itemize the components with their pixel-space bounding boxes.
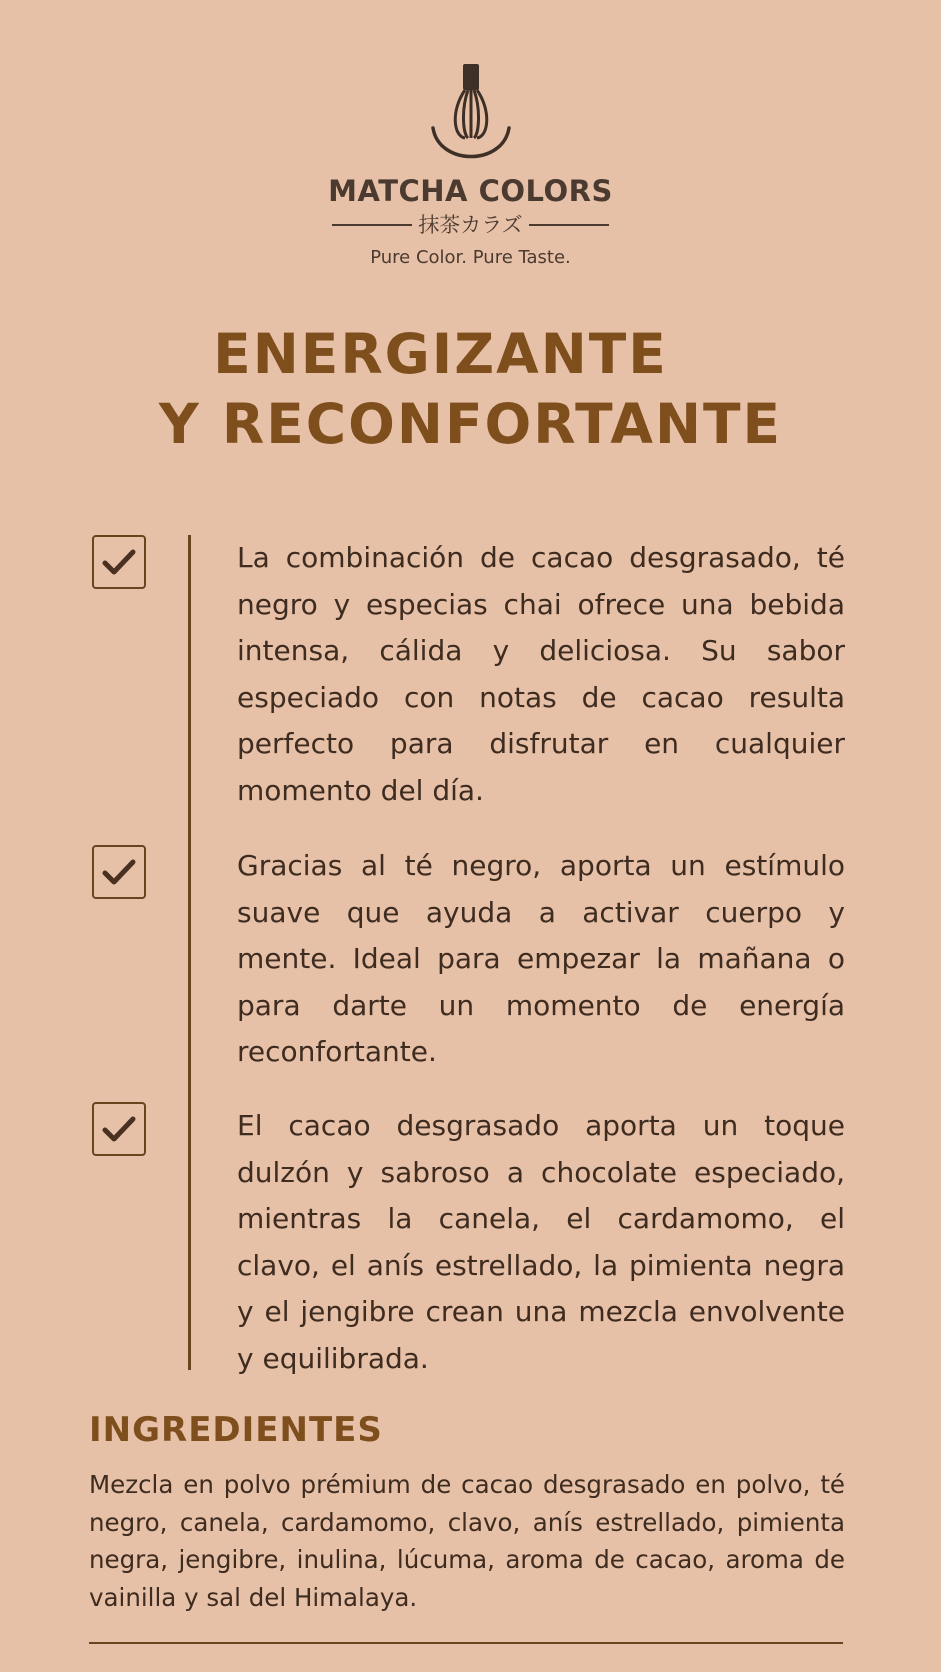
brand-name: MATCHA COLORS: [328, 174, 613, 208]
checkbox-checked-icon: [92, 1102, 146, 1156]
feature-text-2: Gracias al té negro, aporta un estímulo suave que ayuda a activar cuerpo y mente. Ideal para empezar la mañana o para darte un momento de energía reconfortante.: [237, 849, 845, 1068]
page-title-line-2: Y RECONFORTANTE: [158, 392, 783, 456]
checkbox-checked-icon: [92, 535, 146, 589]
checkbox-checked-icon: [92, 845, 146, 899]
ingredients-text: Mezcla en polvo prémium de cacao desgrasado en polvo, té negro, canela, cardamomo, clavo, anís estrellado, pimienta negra, jengibre, inulina, lúcuma, aroma de cacao, aroma de vainilla y sal del Himalaya.: [89, 1470, 845, 1612]
checkmark-icon: [102, 1115, 136, 1143]
brand-japanese-row: [0, 210, 941, 240]
vertical-divider: [188, 535, 191, 1370]
brand-logo: [0, 62, 941, 270]
feature-text-1: La combinación de cacao desgrasado, té negro y especias chai ofrece una bebida intensa, cálida y deliciosa. Su sabor especiado con notas de cacao resulta perfecto para disfrutar en cualquier momento del día.: [237, 541, 845, 807]
ingredients-heading: INGREDIENTES: [89, 1410, 383, 1450]
divider-line-right: [529, 224, 609, 226]
whisk-icon: [421, 62, 521, 172]
divider-line-left: [332, 224, 412, 226]
bottom-divider: [89, 1642, 843, 1644]
checkmark-icon: [102, 548, 136, 576]
checkmark-icon: [102, 858, 136, 886]
page-title-line-1: ENERGIZANTE: [213, 322, 668, 386]
feature-text-3: El cacao desgrasado aporta un toque dulzón y sabroso a chocolate especiado, mientras la canela, el cardamomo, el clavo, el anís estrellado, la pimienta negra y el jengibre crean una mezcla envolvente y equilibrada.: [237, 1109, 845, 1375]
brand-japanese: 抹茶カラズ: [418, 213, 523, 237]
brand-tagline: Pure Color. Pure Taste.: [370, 247, 571, 268]
